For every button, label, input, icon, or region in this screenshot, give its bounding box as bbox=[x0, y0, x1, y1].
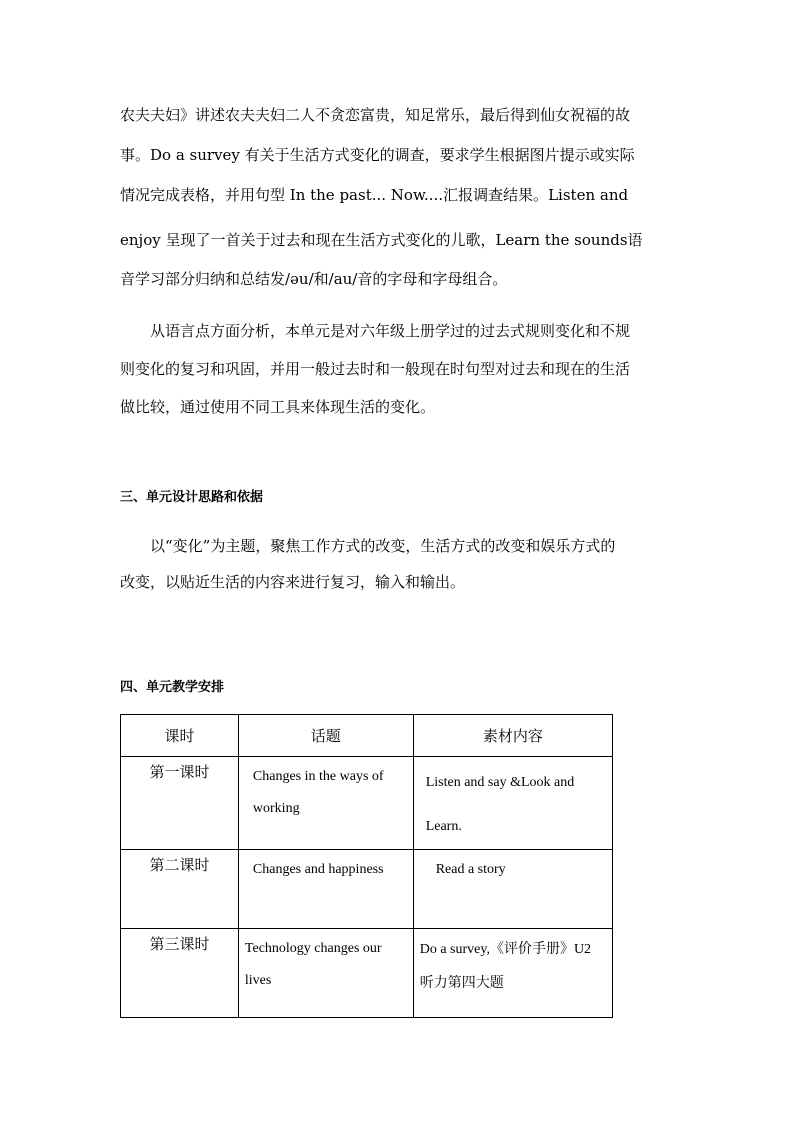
analysis-line: 做比较，通过使用不同工具来体现生活的变化。 bbox=[120, 398, 436, 416]
header-topic: 话题 bbox=[238, 715, 413, 757]
section3-heading: 三、单元设计思路和依据 bbox=[120, 490, 264, 505]
lesson-cell: 第二课时 bbox=[121, 850, 239, 929]
table-row bbox=[121, 929, 613, 1018]
analysis-line: 则变化的复习和巩固，并用一般过去时和一般现在时句型对过去和现在的生活 bbox=[120, 360, 631, 378]
material-cell: Listen and say &Look and Learn. bbox=[413, 757, 612, 850]
section3-line: 以“变化”为主题，聚焦工作方式的改变，生活方式的改变和娱乐方式的 bbox=[150, 537, 616, 555]
topic-cell: Changes and happiness bbox=[238, 850, 413, 929]
section3-line: 改变，以贴近生活的内容来进行复习，输入和输出。 bbox=[120, 573, 466, 591]
topic-cell: Changes in the ways of working bbox=[238, 757, 413, 850]
lesson-cell: 第三课时 bbox=[121, 929, 239, 1018]
topic-cell: Technology changes our lives bbox=[238, 929, 413, 1018]
intro-line: 农夫夫妇》讲述农夫夫妇二人不贪恋富贵，知足常乐，最后得到仙女祝福的故 bbox=[120, 106, 631, 124]
lesson-schedule-table bbox=[120, 714, 613, 1018]
header-material: 素材内容 bbox=[413, 715, 612, 757]
lesson-cell: 第一课时 bbox=[121, 757, 239, 850]
header-lesson: 课时 bbox=[121, 715, 239, 757]
intro-line: 音学习部分归纳和总结发/əu/和/au/音的字母和字母组合。 bbox=[120, 270, 508, 288]
intro-line: 事。Do a survey 有关于生活方式变化的调查，要求学生根据图片提示或实际 bbox=[120, 146, 635, 164]
analysis-line: 从语言点方面分析，本单元是对六年级上册学过的过去式规则变化和不规 bbox=[150, 322, 631, 340]
table-header-row bbox=[121, 715, 613, 757]
material-cell: Do a survey,《评价手册》U2 听力第四大题 bbox=[413, 929, 612, 1018]
section4-heading: 四、单元教学安排 bbox=[120, 680, 225, 695]
table-row bbox=[121, 850, 613, 929]
intro-line: enjoy 呈现了一首关于过去和现在生活方式变化的儿歌，Learn the sounds语 bbox=[120, 231, 643, 249]
table-row bbox=[121, 757, 613, 850]
intro-line: 情况完成表格，并用句型 In the past... Now....汇报调查结果。Listen and bbox=[120, 186, 629, 204]
material-cell: Read a story bbox=[413, 850, 612, 929]
